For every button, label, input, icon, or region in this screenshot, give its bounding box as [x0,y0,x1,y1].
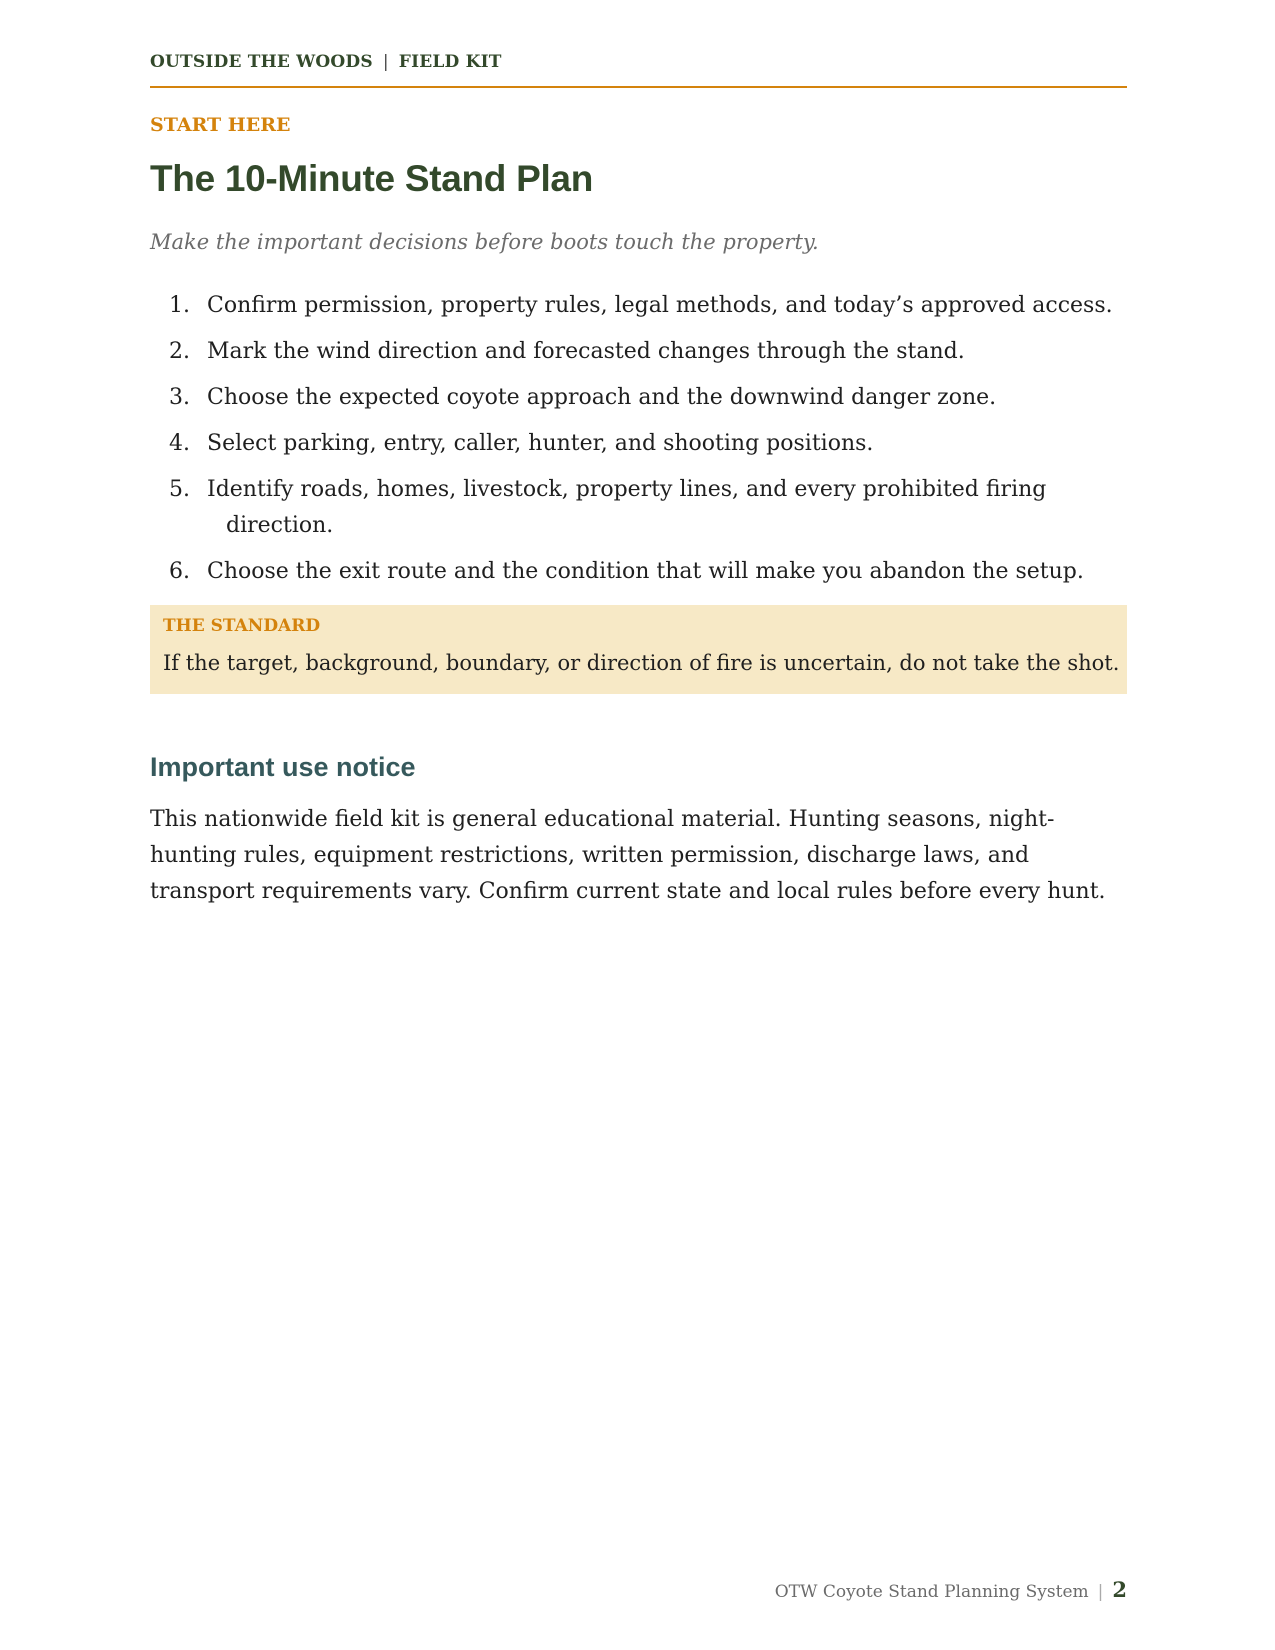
page-subtitle: Make the important decisions before boots touch the property. [150,230,819,254]
footer-separator: | [1097,1582,1104,1602]
notice-body: This nationwide field kit is general educational material. Hunting seasons, night-hunting rules, equipment restrictions, written permission, discharge laws, and transport requirements vary. Confirm current state and local rules before every hunt. [150,807,1106,904]
document-page [150,0,1127,1650]
notice-heading: Important use notice [150,752,416,782]
section-kicker: START HERE [150,114,291,136]
step-number: 4. [169,431,190,456]
step-text: Confirm permission, property rules, legal methods, and today’s approved access. [207,293,1113,318]
step-text-continuation: direction. [226,513,334,538]
header-separator: | [382,52,389,72]
callout-label: THE STANDARD [163,616,321,636]
step-number: 1. [169,293,190,318]
step-number: 5. [169,477,190,502]
list-item [150,472,1127,544]
standard-callout [150,605,1127,694]
steps-list [150,288,1127,600]
list-item [150,334,1127,370]
step-number: 6. [169,559,190,584]
step-number: 3. [169,385,190,410]
header-rule [150,86,1127,88]
page-number: 2 [1112,1577,1127,1602]
step-text: Mark the wind direction and forecasted changes through the stand. [207,339,965,364]
step-text: Identify roads, homes, livestock, property lines, and every prohibited firing [207,477,1047,502]
list-item [150,554,1127,590]
callout-body: If the target, background, boundary, or direction of fire is uncertain, do not take the shot. [163,651,1120,675]
step-text: Select parking, entry, caller, hunter, and shooting positions. [207,431,874,456]
list-item [150,380,1127,416]
step-text: Choose the exit route and the condition that will make you abandon the setup. [207,559,1084,584]
header-section: FIELD KIT [398,52,502,72]
page-footer [775,1577,1127,1602]
step-text: Choose the expected coyote approach and the downwind danger zone. [207,385,997,410]
header-brand: OUTSIDE THE WOODS [150,52,373,72]
footer-doc-title: OTW Coyote Stand Planning System [774,1582,1089,1602]
page-title: The 10-Minute Stand Plan [150,158,594,199]
running-header [150,52,1127,72]
list-item [150,288,1127,324]
step-number: 2. [169,339,190,364]
list-item [150,426,1127,462]
